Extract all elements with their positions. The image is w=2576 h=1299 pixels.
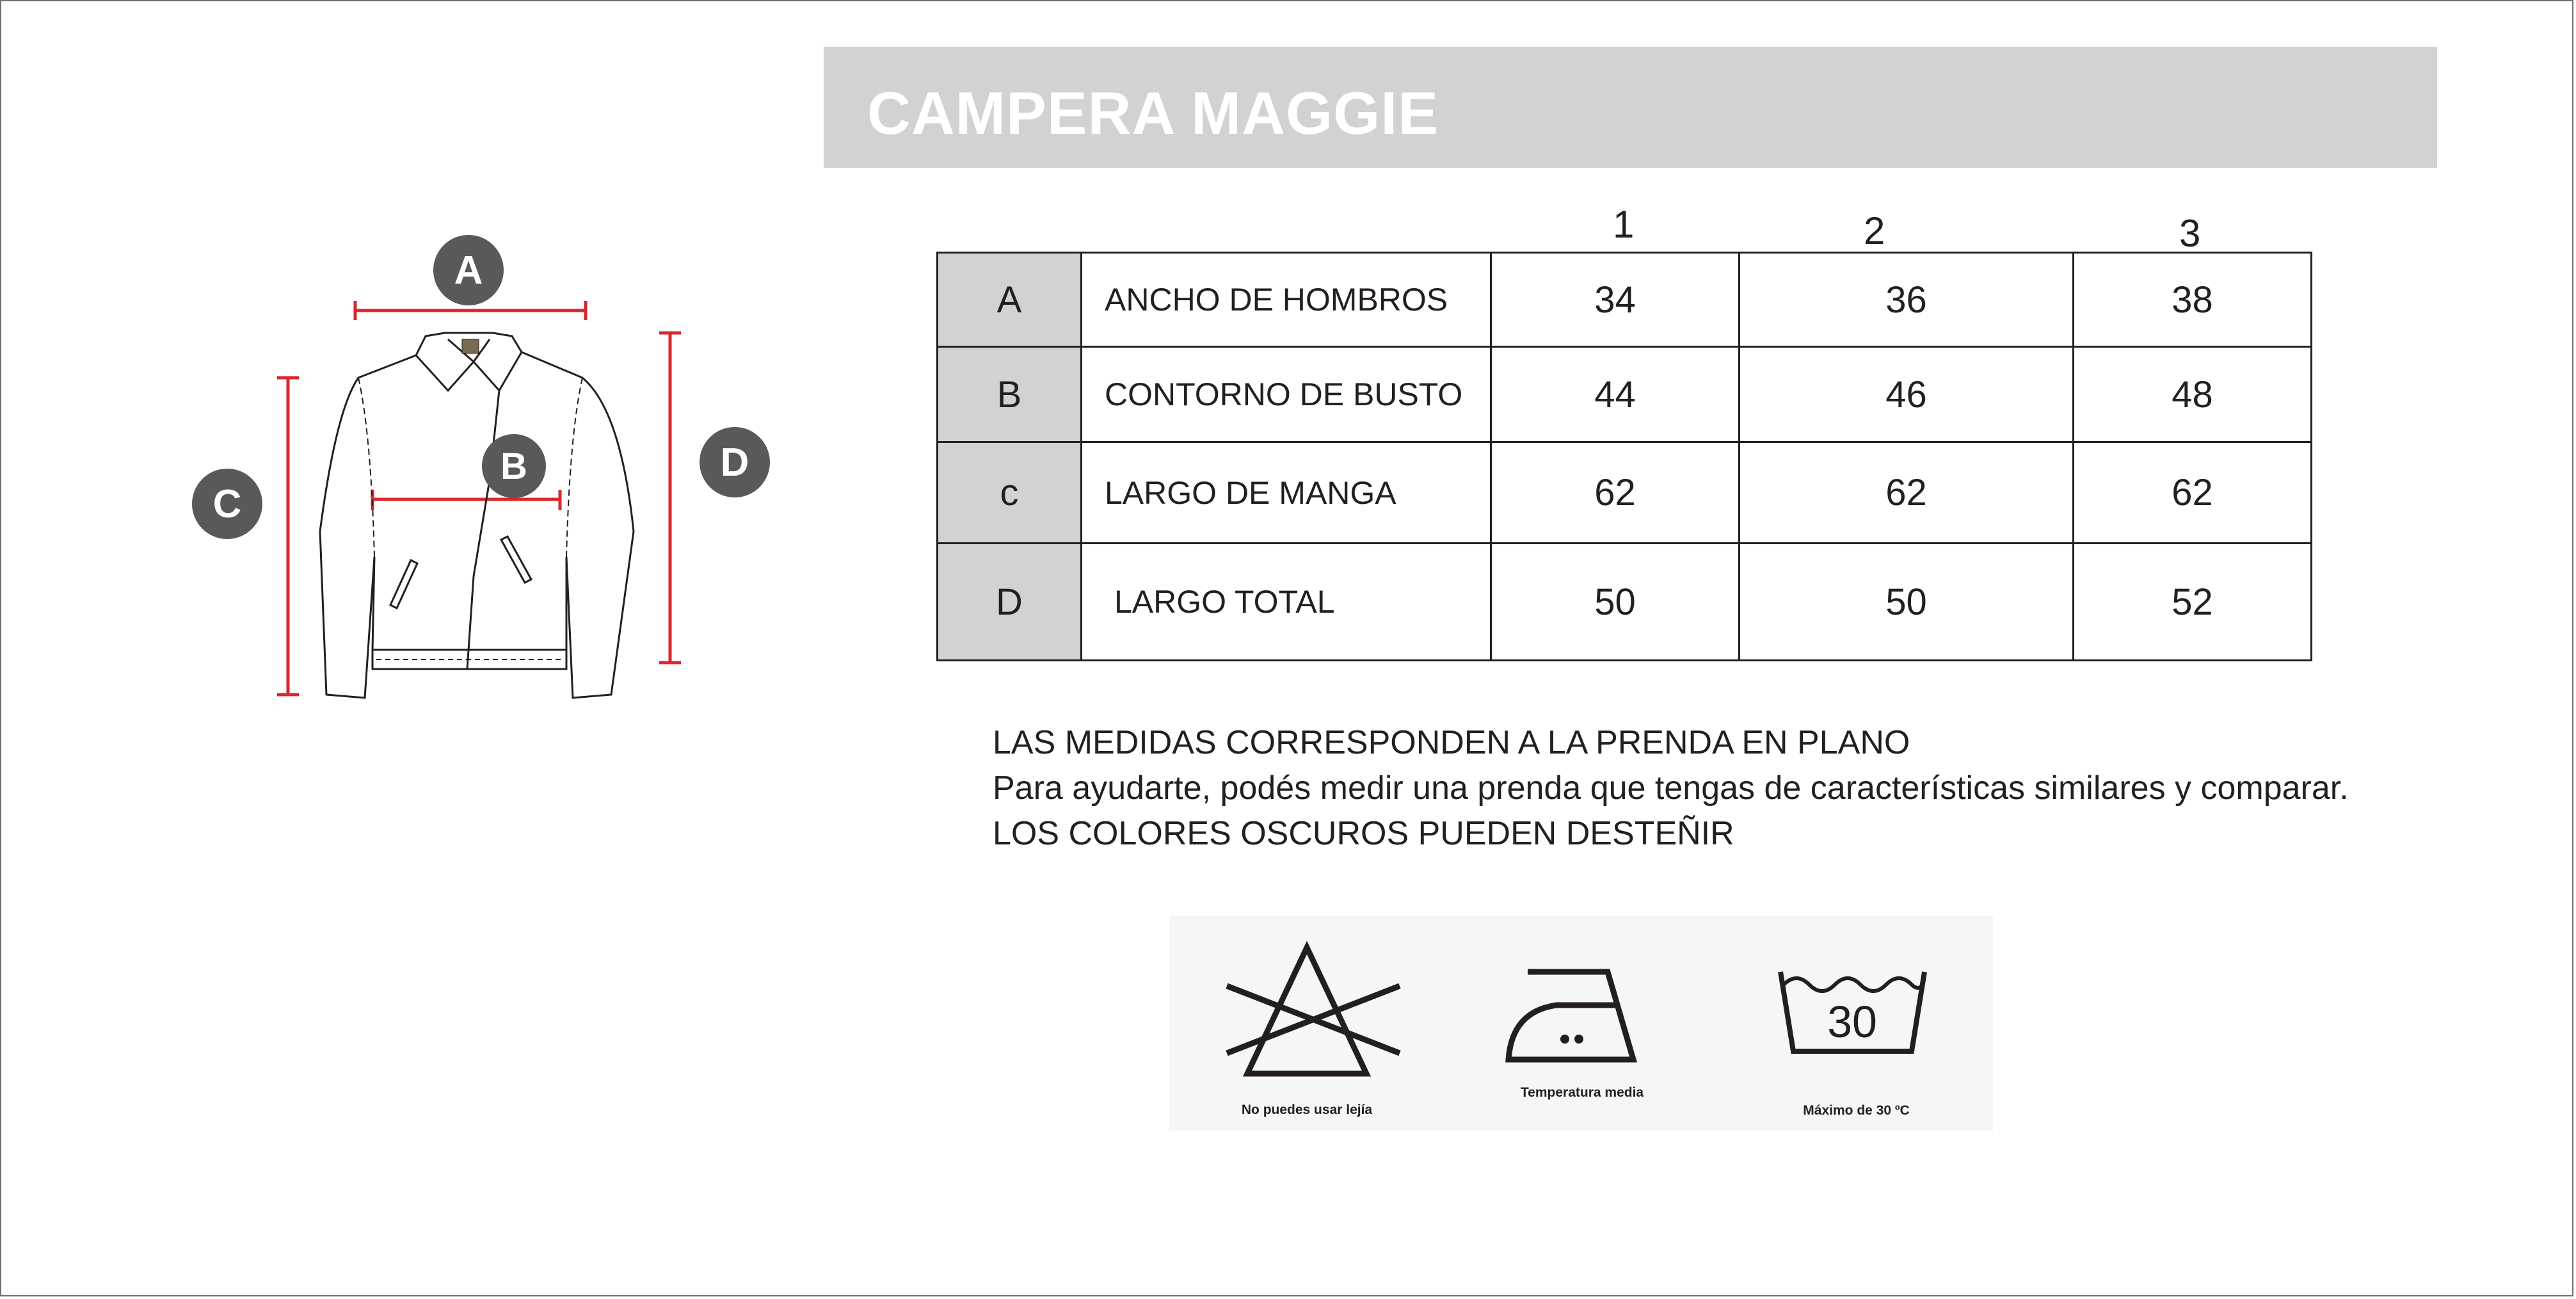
table-cell: 62 xyxy=(1740,442,2074,544)
row-label: ANCHO DE HOMBROS xyxy=(1082,253,1491,347)
size-header-3: 3 xyxy=(2179,212,2201,255)
table-cell: 34 xyxy=(1491,253,1740,347)
wash-30-icon xyxy=(1720,916,1993,1131)
jacket-diagram xyxy=(173,224,787,717)
no-bleach-icon xyxy=(1169,916,1444,1131)
row-label: LARGO DE MANGA xyxy=(1082,442,1491,544)
marker-a-label: A xyxy=(454,248,483,293)
table-cell: 62 xyxy=(1491,442,1740,544)
marker-c-label: C xyxy=(212,482,242,526)
table-cell: 36 xyxy=(1740,253,2074,347)
table-cell: 38 xyxy=(2074,253,2312,347)
table-cell: 46 xyxy=(1740,347,2074,442)
size-header-2: 2 xyxy=(1864,209,1885,252)
jacket-outline xyxy=(320,333,634,698)
care-item-iron xyxy=(1444,916,1720,1131)
table-row xyxy=(938,253,2312,347)
table-row xyxy=(938,544,2312,661)
jacket-illustration xyxy=(173,224,787,717)
row-label: LARGO TOTAL xyxy=(1082,544,1491,661)
size-table xyxy=(936,252,2310,659)
table-cell: 50 xyxy=(1491,544,1740,661)
marker-b xyxy=(482,434,546,498)
note-line: LAS MEDIDAS CORRESPONDEN A LA PRENDA EN PLANO xyxy=(993,724,1910,761)
care-label: Máximo de 30 ºC xyxy=(1803,1103,1910,1118)
table-cell: 62 xyxy=(2074,442,2312,544)
table-cell: 50 xyxy=(1740,544,2074,661)
wash-temperature: 30 xyxy=(1827,997,1877,1047)
marker-a xyxy=(433,235,504,305)
measure-lines xyxy=(277,301,681,695)
note-line: LOS COLORES OSCUROS PUEDEN DESTEÑIR xyxy=(993,815,1734,852)
care-label: Temperatura media xyxy=(1520,1085,1644,1100)
title-bar xyxy=(824,47,2437,168)
size-notes xyxy=(993,720,2349,857)
marker-d xyxy=(700,427,770,497)
row-letter: D xyxy=(938,544,1082,661)
row-letter: A xyxy=(938,253,1082,347)
table-cell: 52 xyxy=(2074,544,2312,661)
marker-c xyxy=(192,469,262,539)
row-letter: B xyxy=(938,347,1082,442)
row-label: CONTORNO DE BUSTO xyxy=(1082,347,1491,442)
row-letter: c xyxy=(938,442,1082,544)
size-header-1: 1 xyxy=(1613,203,1635,246)
table-cell: 44 xyxy=(1491,347,1740,442)
marker-b-label: B xyxy=(500,446,527,487)
care-label: No puedes usar lejía xyxy=(1241,1102,1373,1117)
table-row xyxy=(938,442,2312,544)
note-line: Para ayudarte, podés medir una prenda que tengas de características similares y comparar. xyxy=(993,770,2349,807)
marker-d-label: D xyxy=(720,440,749,485)
care-item-bleach xyxy=(1169,916,1444,1131)
table-row xyxy=(938,347,2312,442)
table-cell: 48 xyxy=(2074,347,2312,442)
page-title: CAMPERA MAGGIE xyxy=(867,79,1439,147)
care-instructions xyxy=(1169,916,1993,1131)
care-item-wash xyxy=(1720,916,1993,1131)
